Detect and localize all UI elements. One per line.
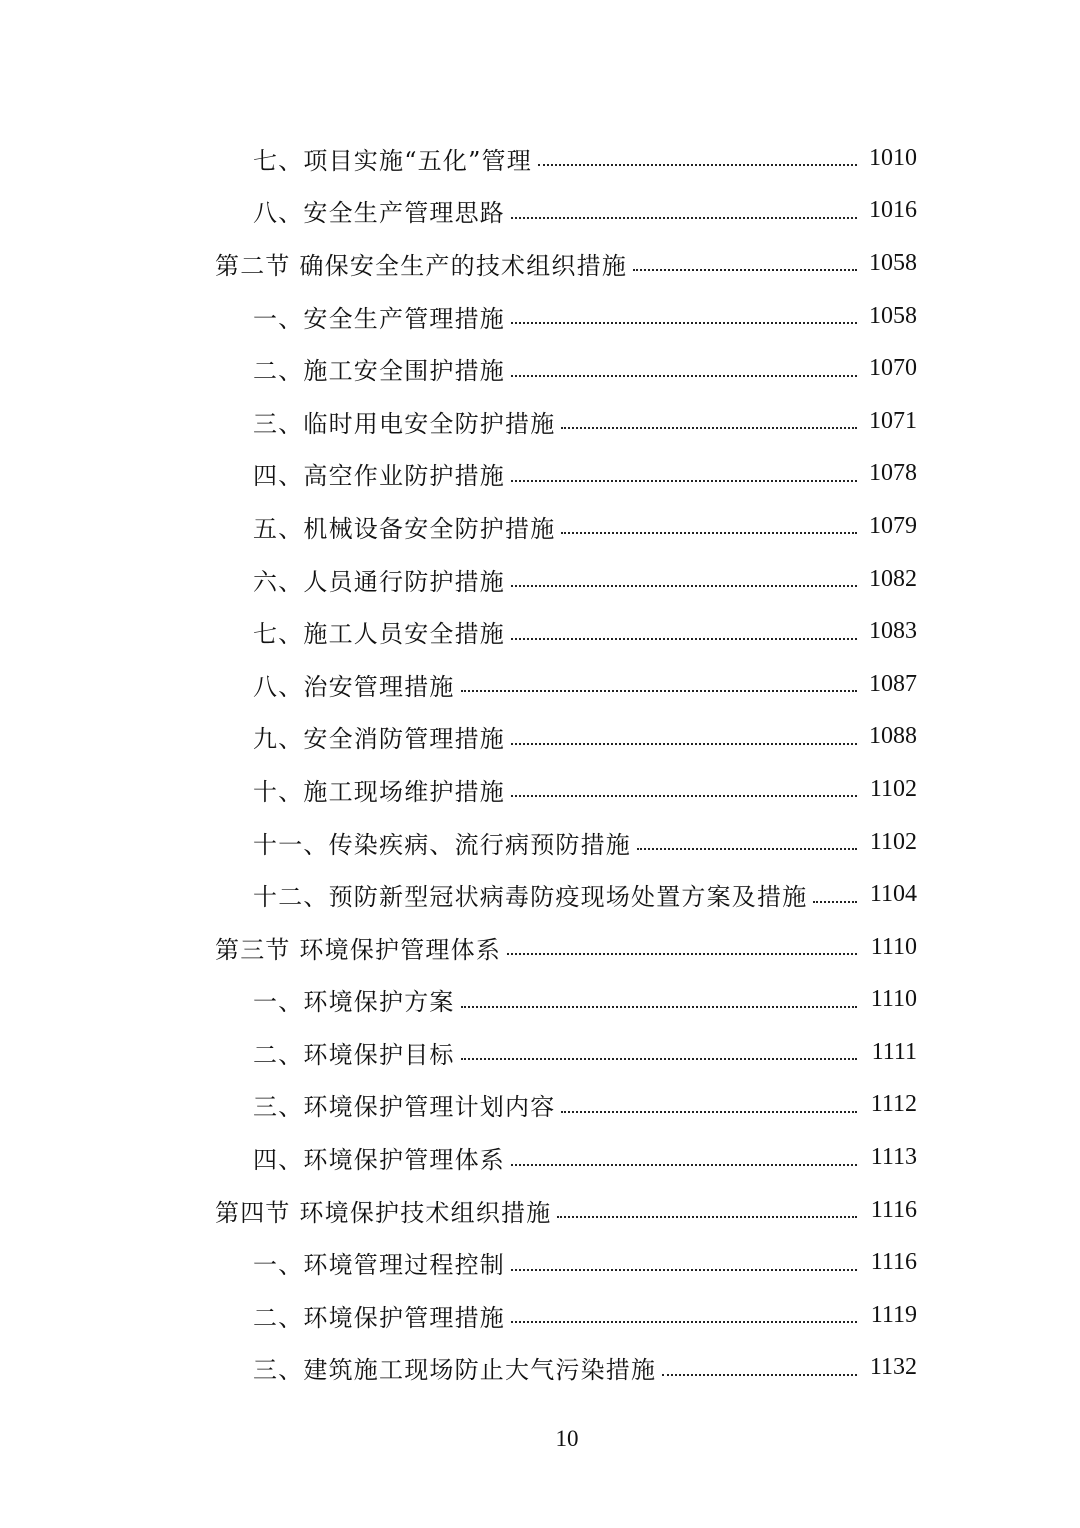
- toc-entry: [0, 553, 1080, 606]
- toc-entry: [0, 290, 1080, 343]
- dot-leader: [511, 1297, 857, 1323]
- toc-entry-title: 三、建筑施工现场防止大气污染措施: [253, 1356, 657, 1385]
- toc-entry: [0, 1236, 1080, 1289]
- toc-entry-page: 1102: [869, 828, 917, 855]
- toc-entry-page: 1088: [869, 723, 917, 750]
- toc-section-entry: [0, 1184, 1080, 1237]
- toc-entry-page: 1070: [869, 355, 917, 382]
- toc-entry: [0, 342, 1080, 395]
- dot-leader: [561, 1087, 857, 1113]
- toc-entry-page: 1116: [870, 1196, 917, 1223]
- dot-leader: [511, 719, 857, 745]
- dot-leader: [561, 403, 857, 429]
- dot-leader: [461, 982, 857, 1008]
- toc-entry-title: 一、安全生产管理措施: [253, 304, 505, 333]
- toc-entry: [0, 1079, 1080, 1132]
- toc-entry-page: 1110: [870, 933, 917, 960]
- toc-entry: [0, 605, 1080, 658]
- toc-entry: [0, 763, 1080, 816]
- toc-entry-title: 二、施工安全围护措施: [253, 357, 505, 386]
- dot-leader: [813, 877, 857, 903]
- toc-entry-title: 第二节 确保安全生产的技术组织措施: [215, 251, 628, 280]
- dot-leader: [461, 1034, 857, 1060]
- dot-leader: [538, 140, 857, 166]
- dot-leader: [637, 824, 857, 850]
- toc-entry-title: 第四节 环境保护技术组织措施: [215, 1198, 552, 1227]
- toc-entry-page: 1071: [869, 407, 917, 434]
- toc-section-entry: [0, 921, 1080, 974]
- dot-leader: [561, 508, 857, 534]
- toc-entry: [0, 395, 1080, 448]
- toc-entry: [0, 658, 1080, 711]
- toc-entry-title: 二、环境保护目标: [253, 1040, 455, 1069]
- dot-leader: [662, 1350, 857, 1376]
- toc-entry-title: 三、环境保护管理计划内容: [253, 1093, 556, 1122]
- dot-leader: [461, 666, 857, 692]
- dot-leader: [511, 1245, 857, 1271]
- toc-entry-page: 1016: [869, 197, 917, 224]
- dot-leader: [633, 245, 857, 271]
- toc-entry-title: 十一、传染疾病、流行病预防措施: [253, 830, 631, 859]
- toc-entry: [0, 1289, 1080, 1342]
- dot-leader: [511, 351, 857, 377]
- toc-entry-page: 1058: [869, 249, 917, 276]
- toc-entry-title: 一、环境管理过程控制: [253, 1251, 505, 1280]
- dot-leader: [511, 614, 857, 640]
- toc-entry-page: 1083: [869, 618, 917, 645]
- toc-entry-title: 六、人员通行防护措施: [253, 567, 505, 596]
- toc-entry-title: 七、项目实施“五化”管理: [253, 146, 532, 175]
- toc-entry: [0, 974, 1080, 1027]
- toc-entry: [0, 448, 1080, 501]
- toc-entry-page: 1111: [871, 1038, 917, 1065]
- toc-entry-page: 1079: [869, 512, 917, 539]
- toc-entry: [0, 868, 1080, 921]
- toc-entry-page: 1116: [870, 1249, 917, 1276]
- page-number: 10: [555, 1426, 579, 1451]
- toc-entry: [0, 500, 1080, 553]
- toc-section-entry: [0, 237, 1080, 290]
- dot-leader: [507, 929, 857, 955]
- toc-entry-page: 1058: [869, 302, 917, 329]
- toc-entry-title: 七、施工人员安全措施: [253, 620, 505, 649]
- dot-leader: [511, 298, 857, 324]
- toc-entry-page: 1132: [869, 1354, 917, 1381]
- dot-leader: [511, 456, 857, 482]
- toc-entry-page: 1078: [869, 460, 917, 487]
- toc-entry-page: 1102: [869, 775, 917, 802]
- toc-entry-page: 1104: [869, 881, 917, 908]
- toc-entry-page: 1082: [869, 565, 917, 592]
- toc-entry-page: 1087: [869, 670, 917, 697]
- toc-entry-page: 1119: [870, 1301, 917, 1328]
- toc-entry-title: 八、安全生产管理思路: [253, 199, 505, 228]
- toc-entry: [0, 816, 1080, 869]
- toc-entry-title: 一、环境保护方案: [253, 988, 455, 1017]
- toc-entry-title: 十二、预防新型冠状病毒防疫现场处置方案及措施: [253, 883, 808, 912]
- toc-entry-title: 八、治安管理措施: [253, 672, 455, 701]
- table-of-contents: [0, 132, 1080, 1394]
- toc-entry: [0, 132, 1080, 185]
- toc-entry-title: 第三节 环境保护管理体系: [215, 935, 502, 964]
- dot-leader: [557, 1192, 857, 1218]
- toc-entry: [0, 711, 1080, 764]
- toc-entry-title: 四、高空作业防护措施: [253, 462, 505, 491]
- toc-entry-title: 四、环境保护管理体系: [253, 1146, 505, 1175]
- toc-entry: [0, 185, 1080, 238]
- dot-leader: [511, 771, 857, 797]
- toc-entry-title: 三、临时用电安全防护措施: [253, 409, 556, 438]
- dot-leader: [511, 1140, 857, 1166]
- toc-entry-page: 1110: [870, 986, 917, 1013]
- toc-entry-title: 五、机械设备安全防护措施: [253, 514, 556, 543]
- dot-leader: [511, 561, 857, 587]
- toc-entry: [0, 1026, 1080, 1079]
- dot-leader: [511, 193, 857, 219]
- toc-entry-title: 二、环境保护管理措施: [253, 1303, 505, 1332]
- toc-entry-page: 1010: [869, 144, 917, 171]
- toc-entry: [0, 1342, 1080, 1395]
- toc-entry: [0, 1131, 1080, 1184]
- toc-entry-title: 九、安全消防管理措施: [253, 725, 505, 754]
- toc-entry-title: 十、施工现场维护措施: [253, 777, 505, 806]
- toc-entry-page: 1113: [870, 1144, 917, 1171]
- toc-entry-page: 1112: [870, 1091, 917, 1118]
